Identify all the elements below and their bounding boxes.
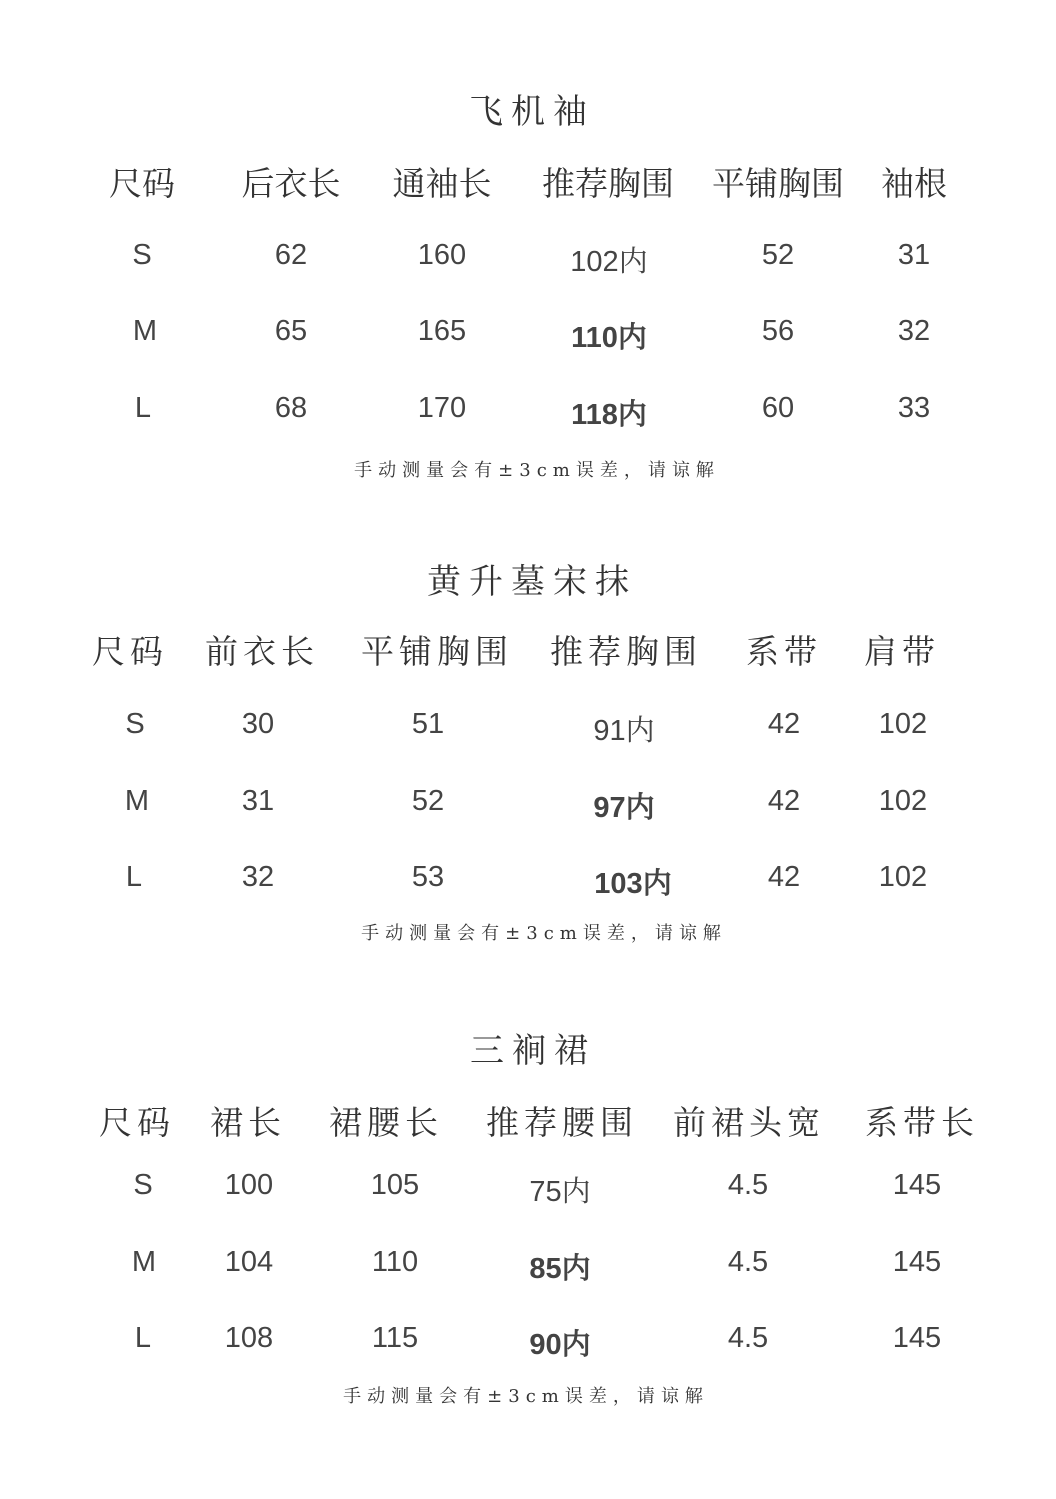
column-header: 平铺胸围 <box>712 164 844 203</box>
column-header: 系带 <box>746 632 822 671</box>
table-cell: 62 <box>274 239 308 271</box>
measurement-note: 手动测量会有±3cm误差，请谅解 <box>354 460 720 481</box>
table-cell: 42 <box>767 708 801 740</box>
section-title: 三裥裙 <box>470 1031 596 1071</box>
table-cell: M <box>132 315 158 347</box>
table-cell: 4.5 <box>727 1169 769 1201</box>
table-cell: 65 <box>274 315 308 347</box>
table-cell: S <box>125 708 145 740</box>
table-cell: 170 <box>417 392 467 424</box>
table-cell: 105 <box>370 1169 420 1201</box>
table-cell: 85内 <box>529 1253 591 1285</box>
table-cell: 115 <box>371 1322 419 1354</box>
table-cell: 68 <box>274 392 308 424</box>
table-cell: 160 <box>417 239 467 271</box>
table-cell: 110 <box>371 1246 419 1278</box>
column-header: 推荐腰围 <box>486 1103 638 1142</box>
column-header: 前裙头宽 <box>673 1103 825 1142</box>
table-cell: 103内 <box>594 868 672 900</box>
table-cell: 145 <box>892 1169 942 1201</box>
table-cell: 102 <box>878 785 928 817</box>
column-header: 尺码 <box>92 632 168 671</box>
table-cell: 97内 <box>593 792 655 824</box>
table-cell: M <box>131 1246 157 1278</box>
table-cell: L <box>134 1322 152 1354</box>
table-cell: 32 <box>241 861 275 893</box>
table-cell: 102 <box>878 708 928 740</box>
table-cell: 53 <box>411 861 445 893</box>
table-cell: 100 <box>224 1169 274 1201</box>
table-cell: 75内 <box>529 1176 591 1208</box>
table-cell: 31 <box>241 785 275 817</box>
column-header: 推荐胸围 <box>542 164 674 203</box>
table-cell: S <box>133 1169 153 1201</box>
column-header: 平铺胸围 <box>361 632 513 671</box>
table-cell: 108 <box>224 1322 274 1354</box>
table-cell: 110内 <box>571 322 647 354</box>
column-header: 袖根 <box>881 164 947 203</box>
table-cell: L <box>134 392 152 424</box>
column-header: 裙长 <box>210 1103 286 1142</box>
column-header: 尺码 <box>99 1103 175 1142</box>
table-cell: 31 <box>897 239 931 271</box>
table-cell: 118内 <box>571 399 647 431</box>
column-header: 推荐胸围 <box>550 632 702 671</box>
table-cell: 56 <box>761 315 795 347</box>
table-cell: 42 <box>767 785 801 817</box>
table-cell: 33 <box>897 392 931 424</box>
table-cell: 104 <box>224 1246 274 1278</box>
column-header: 前衣长 <box>205 632 319 671</box>
table-cell: 102 <box>878 861 928 893</box>
section-title: 黄升墓宋抹 <box>427 562 637 602</box>
table-cell: 4.5 <box>727 1322 769 1354</box>
table-cell: 102内 <box>570 246 648 278</box>
table-cell: 52 <box>411 785 445 817</box>
table-cell: 90内 <box>529 1329 591 1361</box>
column-header: 系带长 <box>865 1103 979 1142</box>
section-title: 飞机袖 <box>469 92 595 132</box>
measurement-note: 手动测量会有±3cm误差，请谅解 <box>361 923 727 944</box>
table-cell: 42 <box>767 861 801 893</box>
table-cell: L <box>125 861 143 893</box>
table-cell: 165 <box>417 315 467 347</box>
table-cell: 145 <box>892 1246 942 1278</box>
column-header: 尺码 <box>109 164 175 203</box>
table-cell: M <box>124 785 150 817</box>
table-cell: S <box>132 239 152 271</box>
table-cell: 91内 <box>593 715 655 747</box>
table-cell: 30 <box>241 708 275 740</box>
table-cell: 51 <box>411 708 445 740</box>
table-cell: 32 <box>897 315 931 347</box>
column-header: 通袖长 <box>392 164 492 203</box>
table-cell: 60 <box>761 392 795 424</box>
measurement-note: 手动测量会有±3cm误差，请谅解 <box>343 1386 709 1407</box>
column-header: 肩带 <box>864 632 940 671</box>
table-cell: 52 <box>761 239 795 271</box>
table-cell: 4.5 <box>727 1246 769 1278</box>
table-cell: 145 <box>892 1322 942 1354</box>
column-header: 后衣长 <box>241 164 341 203</box>
column-header: 裙腰长 <box>329 1103 443 1142</box>
